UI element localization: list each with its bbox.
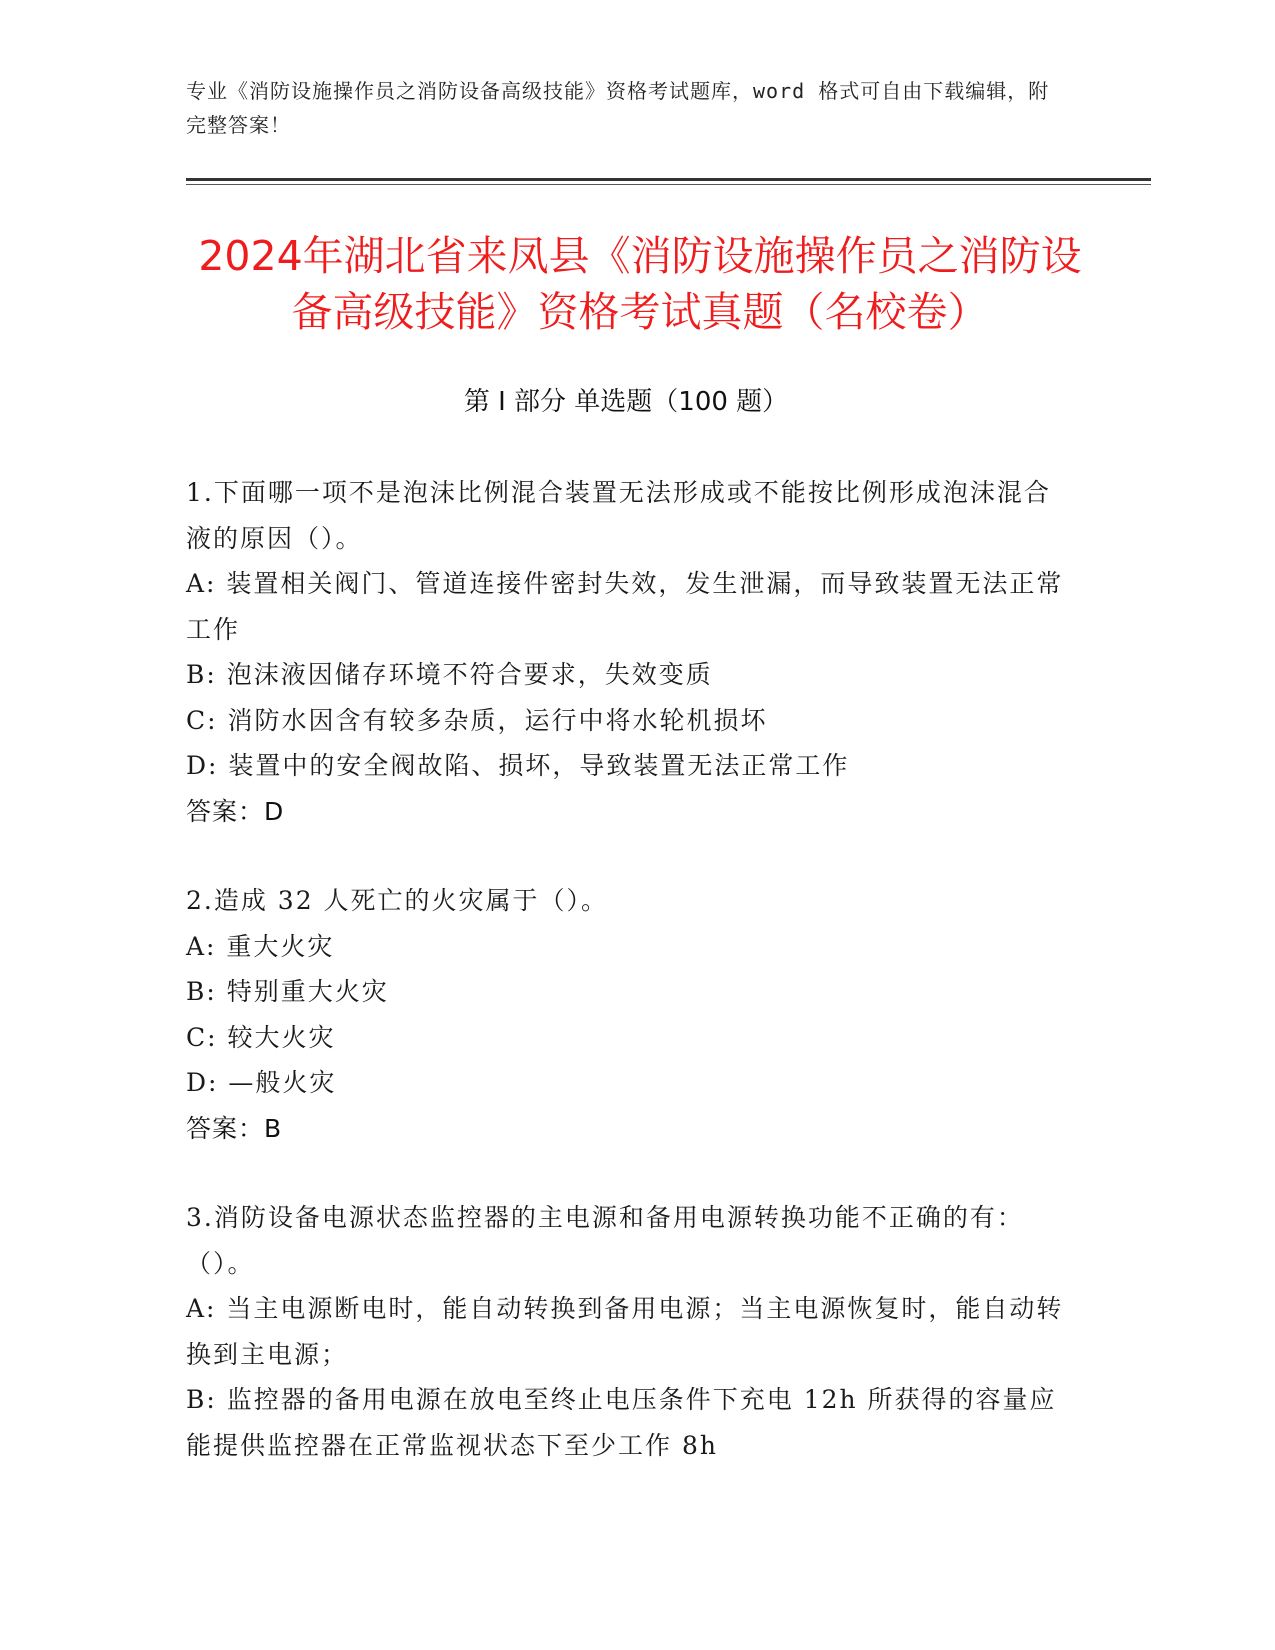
option-a: A: 装置相关阀门、管道连接件密封失效，发生泄漏，而导致装置无法正常工作 xyxy=(186,569,1064,644)
question-list xyxy=(186,470,1066,1512)
question-stem: 3.消防设备电源状态监控器的主电源和备用电源转换功能不正确的有：（）。 xyxy=(186,1203,1024,1278)
option-b: B: 监控器的备用电源在放电至终止电压条件下充电 12h 所获得的容量应能提供监控器在正常监视状态下至少工作 8h xyxy=(186,1385,1057,1460)
option-b: B: 特别重大火灾 xyxy=(186,977,389,1006)
answer: 答案：B xyxy=(186,1113,283,1143)
question-stem: 2.造成 32 人死亡的火灾属于（）。 xyxy=(186,886,609,915)
option-a: A: 当主电源断电时，能自动转换到备用电源；当主电源恢复时，能自动转换到主电源； xyxy=(186,1294,1064,1369)
option-c: C: 较大火灾 xyxy=(186,1022,336,1052)
question-2 xyxy=(186,878,1066,1151)
section-title: 第 I 部分 单选题（100 题） xyxy=(463,387,789,417)
header-note: 专业《消防设施操作员之消防设备高级技能》资格考试题库，word 格式可自由下载编辑，附完整答案！ xyxy=(186,79,1050,137)
option-d: D: 装置中的安全阀故陷、损坏，导致装置无法正常工作 xyxy=(186,751,850,780)
option-c: C: 消防水因含有较多杂质，运行中将水轮机损坏 xyxy=(186,705,768,735)
question-3 xyxy=(186,1195,1066,1468)
answer: 答案：D xyxy=(186,796,285,826)
document-title: 2024年湖北省来凤县《消防设施操作员之消防设备高级技能》资格考试真题（名校卷） xyxy=(198,232,1082,336)
option-d: D: —般火灾 xyxy=(186,1068,337,1097)
option-b: B: 泡沫液因储存环境不符合要求，失效变质 xyxy=(186,660,713,689)
question-stem: 1.下面哪一项不是泡沫比例混合装置无法形成或不能按比例形成泡沫混合液的原因（）。 xyxy=(186,478,1051,553)
header-divider-thin xyxy=(186,184,1151,185)
header-divider-thick xyxy=(186,178,1151,181)
question-1 xyxy=(186,470,1066,834)
option-a: A: 重大火灾 xyxy=(186,931,335,961)
